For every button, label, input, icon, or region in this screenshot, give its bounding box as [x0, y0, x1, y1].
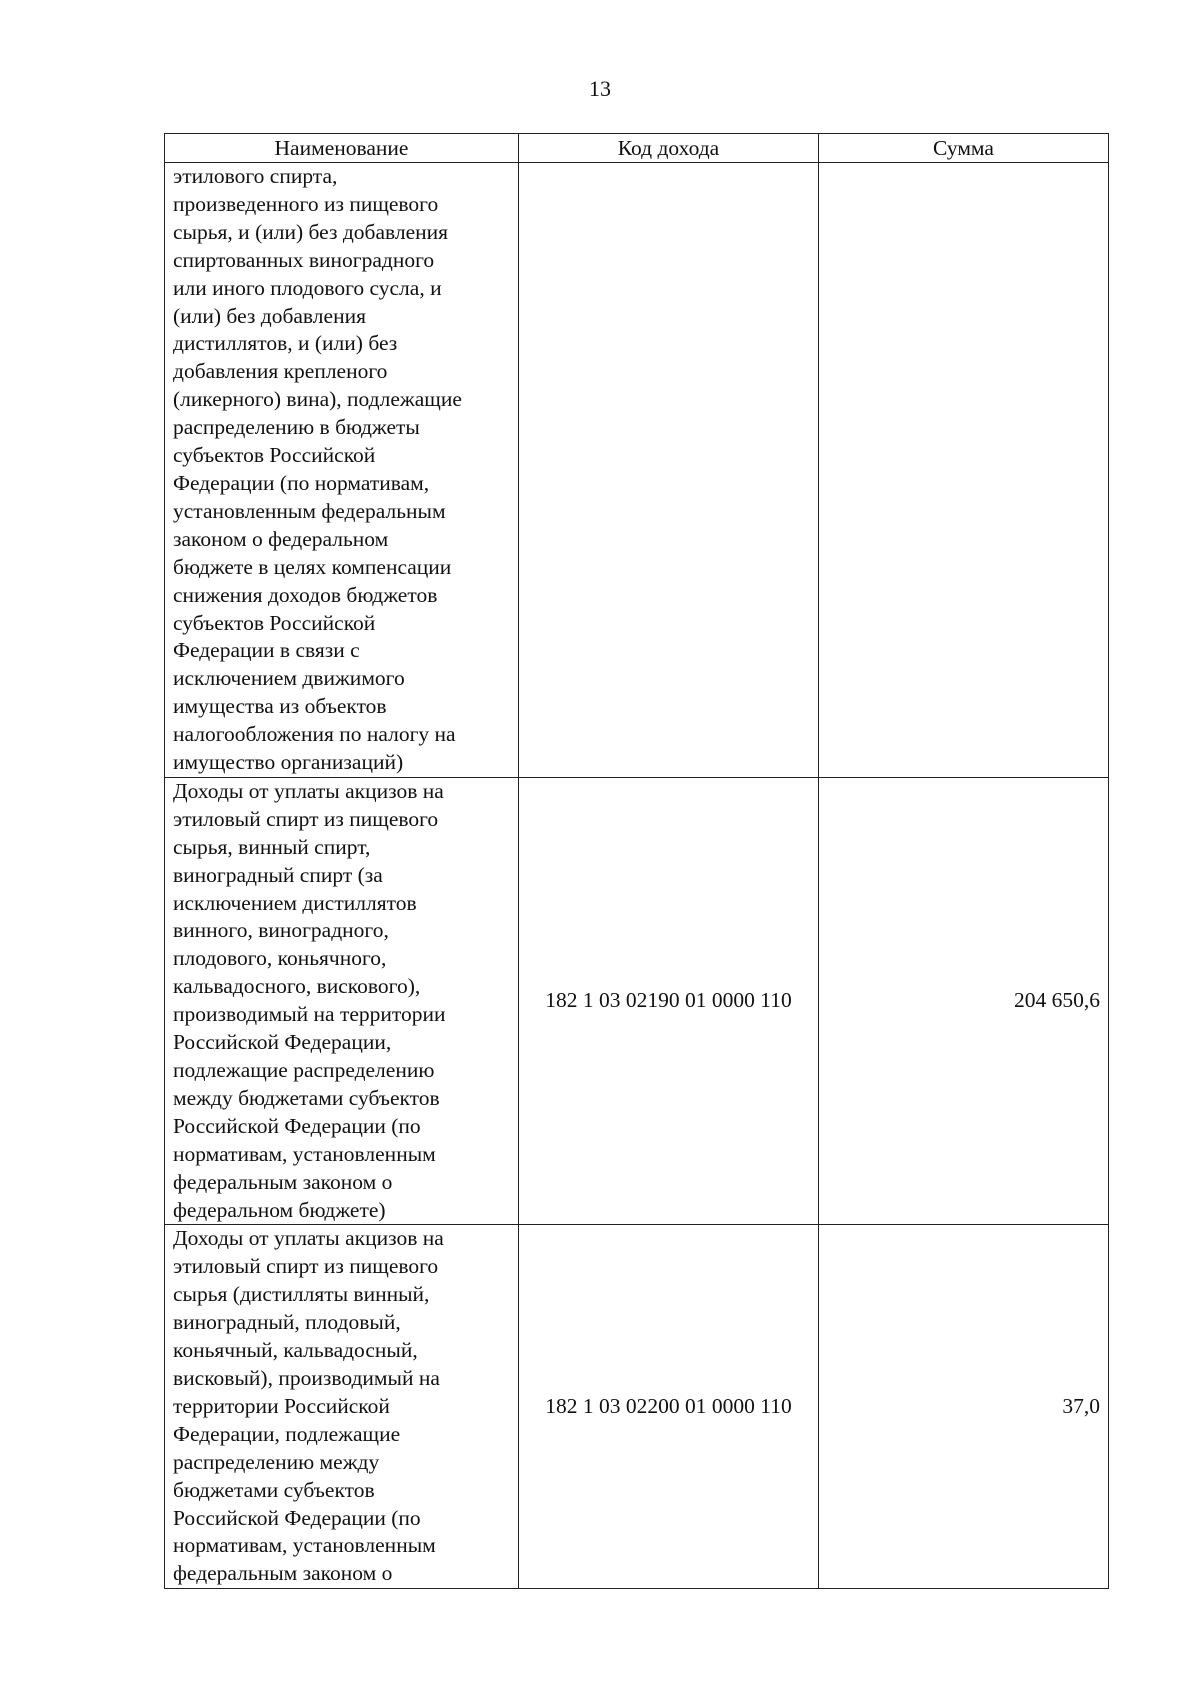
name-line: исключением движимого — [173, 666, 405, 691]
name-line: производимый на территории — [173, 1002, 446, 1027]
name-line: этиловый спирт из пищевого — [173, 1254, 439, 1279]
name-line: нормативам, установленным — [173, 1141, 436, 1166]
header-code: Код дохода — [519, 134, 819, 163]
name-line: нормативам, установленным — [173, 1533, 436, 1558]
name-line: федеральном бюджете) — [173, 1197, 386, 1222]
name-line: или иного плодового сусла, и — [173, 275, 442, 300]
name-line: Доходы от уплаты акцизов на — [173, 1226, 444, 1251]
name-line: кальвадосного, вискового), — [173, 974, 421, 999]
page-number: 13 — [589, 76, 611, 101]
name-line: субъектов Российской — [173, 610, 376, 635]
table-row — [165, 1225, 1109, 1589]
name-line: плодового, коньячного, — [173, 946, 387, 971]
name-line: добавления крепленого — [173, 359, 388, 384]
row-code-cell: 182 1 03 02200 01 0000 110 — [519, 1225, 819, 1589]
name-line: сырья, и (или) без добавления — [173, 219, 449, 244]
name-line: произведенного из пищевого — [173, 191, 439, 216]
name-line: бюджете в целях компенсации — [173, 554, 452, 579]
name-line: Федерации в связи с — [173, 638, 360, 663]
name-line: Российской Федерации, — [173, 1030, 392, 1055]
name-line: субъектов Российской — [173, 443, 376, 468]
name-line: налогообложения по налогу на — [173, 722, 456, 747]
row-name-cell — [165, 777, 519, 1225]
name-line: законом о федеральном — [173, 526, 389, 551]
table-header-row — [165, 134, 1109, 163]
table-row — [165, 777, 1109, 1225]
name-line: распределению между — [173, 1449, 380, 1474]
name-line: виноградный, плодовый, — [173, 1310, 401, 1335]
row-sum-cell: 204 650,6 — [819, 777, 1109, 1225]
name-line: исключением дистиллятов — [173, 890, 417, 915]
name-line: сырья, винный спирт, — [173, 834, 371, 859]
name-line: распределению в бюджеты — [173, 415, 420, 440]
row-code-cell — [519, 163, 819, 778]
name-line: территории Российской — [173, 1393, 390, 1418]
name-line: этиловый спирт из пищевого — [173, 806, 439, 831]
revenue-table — [164, 133, 1109, 1589]
name-line: установленным федеральным — [173, 498, 446, 523]
name-line: подлежащие распределению — [173, 1058, 435, 1082]
row-name-cell — [165, 1225, 519, 1589]
name-line: Федерации, подлежащие — [173, 1421, 401, 1446]
name-line: между бюджетами субъектов — [173, 1085, 440, 1110]
row-sum-cell: 37,0 — [819, 1225, 1109, 1589]
name-line: имущество организаций) — [173, 750, 404, 775]
row-code-cell: 182 1 03 02190 01 0000 110 — [519, 777, 819, 1225]
name-line: висковый), производимый на — [173, 1365, 440, 1390]
name-line: этилового спирта, — [173, 164, 338, 188]
name-line: имущества из объектов — [173, 694, 387, 719]
name-line: коньячный, кальвадосный, — [173, 1338, 418, 1363]
name-line: виноградный спирт (за — [173, 862, 383, 887]
name-line: (или) без добавления — [173, 303, 366, 328]
name-line: федеральным законом о — [173, 1169, 393, 1194]
name-line: Доходы от уплаты акцизов на — [173, 778, 444, 803]
header-sum: Сумма — [819, 134, 1109, 163]
name-line: Российской Федерации (по — [173, 1505, 421, 1530]
header-name: Наименование — [165, 134, 519, 163]
table-row — [165, 163, 1109, 778]
name-line: Российской Федерации (по — [173, 1113, 421, 1138]
name-line: Федерации (по нормативам, — [173, 470, 430, 495]
name-line: федеральным законом о — [173, 1561, 393, 1586]
name-line: спиртованных виноградного — [173, 247, 435, 272]
name-line: бюджетами субъектов — [173, 1477, 375, 1502]
row-sum-cell — [819, 163, 1109, 778]
row-name-cell — [165, 163, 519, 778]
name-line: винного, виноградного, — [173, 918, 389, 943]
name-line: сырья (дистилляты винный, — [173, 1282, 430, 1307]
name-line: (ликерного) вина), подлежащие — [173, 387, 462, 412]
name-line: снижения доходов бюджетов — [173, 582, 438, 607]
name-line: дистиллятов, и (или) без — [173, 331, 398, 356]
